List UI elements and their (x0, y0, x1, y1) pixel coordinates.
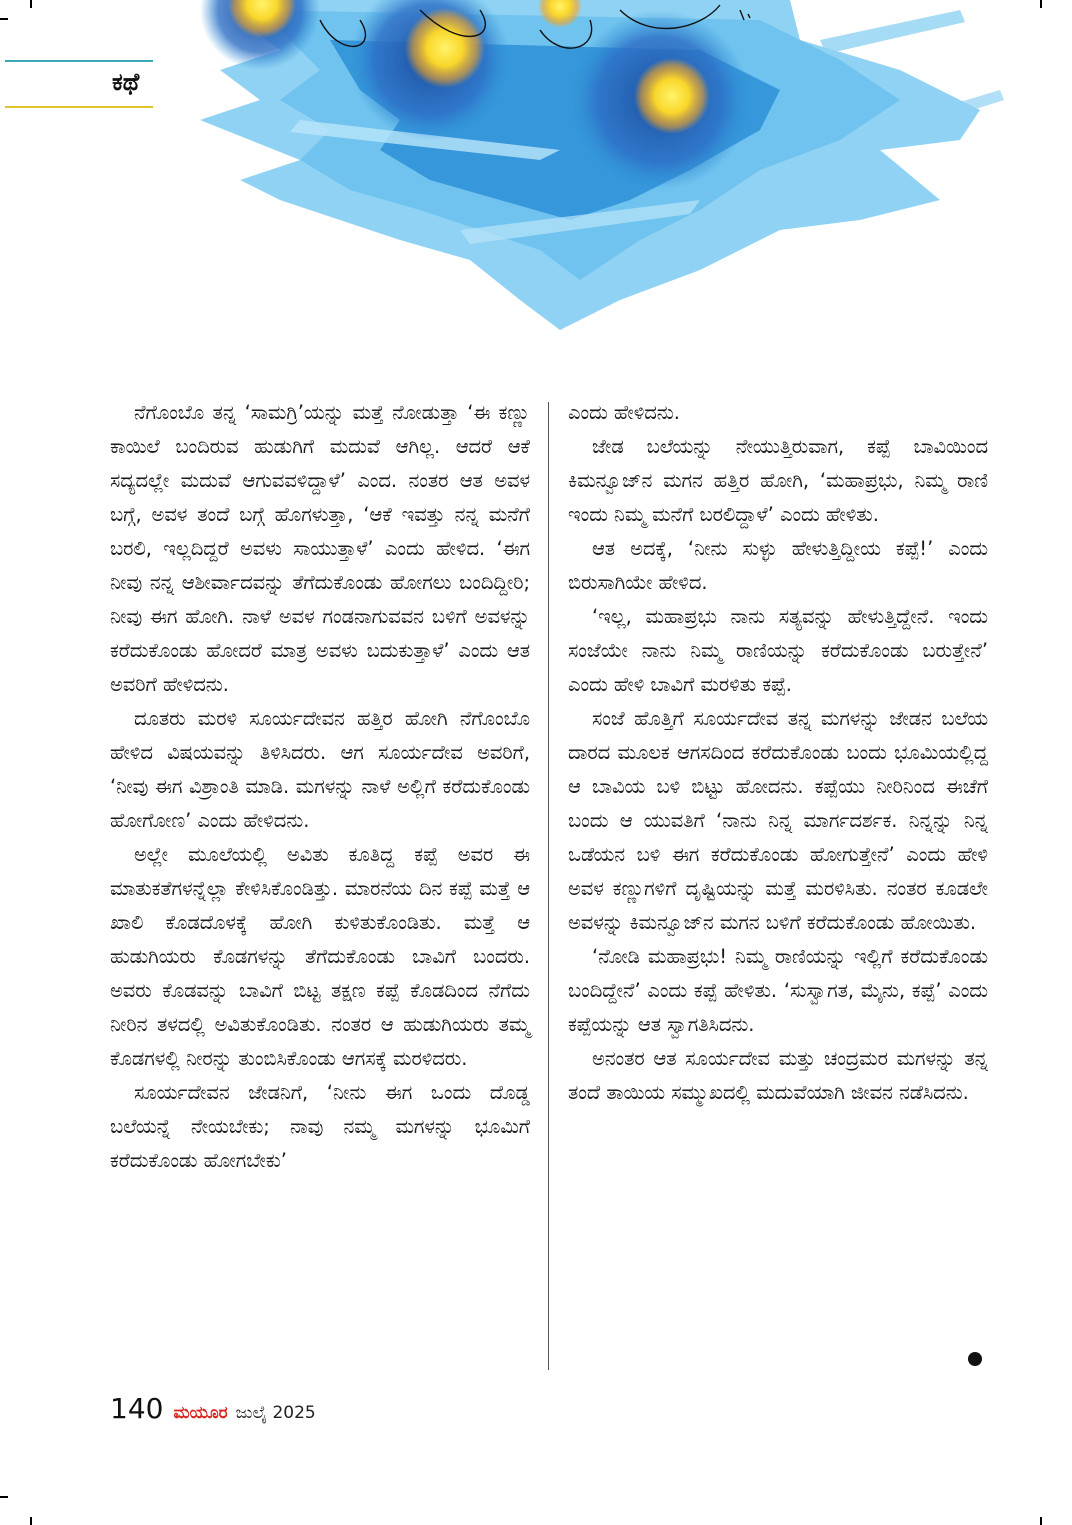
paragraph: ಅಲ್ಲೇ ಮೂಲೆಯಲ್ಲಿ ಅವಿತು ಕೂತಿದ್ದ ಕಪ್ಪೆ ಅವರ ಈ ಮಾತುಕತೆಗಳನ್ನೆಲ್ಲಾ ಕೇಳಿಸಿಕೊಂಡಿತ್ತು. ಮಾರನೆಯ ದಿನ ಕಪ್ಪೆ ಮತ್ತೆ ಆ ಖಾಲಿ ಕೊಡದೊಳಕ್ಕೆ ಹೋಗಿ ಕುಳಿತುಕೊಂಡಿತು. ಮತ್ತೆ ಆ ಹುಡುಗಿಯರು ಕೊಡಗಳನ್ನು ತೆಗೆದುಕೊಂಡು ಬಾವಿಗೆ ಬಂದರು. ಅವರು ಕೊಡವನ್ನು ಬಾವಿಗೆ ಬಿಟ್ಟ ತಕ್ಷಣ ಕಪ್ಪೆ ಕೊಡದಿಂದ ನೆಗೆದು ನೀರಿನ ತಳದಲ್ಲಿ ಅವಿತುಕೊಂಡಿತು. ನಂತರ ಆ ಹುಡುಗಿಯರು ತಮ್ಮ ಕೊಡಗಳಲ್ಲಿ ನೀರನ್ನು ತುಂಬಿಸಿಕೊಂಡು ಆಗಸಕ್ಕೆ ಮರಳಿದರು. (110, 843, 530, 1070)
paragraph: ಸೂರ್ಯದೇವನ ಜೇಡನಿಗೆ, ‘ನೀನು ಈಗ ಒಂದು ದೊಡ್ಡ ಬಲೆಯನ್ನೆ ನೇಯಬೇಕು; ನಾವು ನಮ್ಮ ಮಗಳನ್ನು ಭೂಮಿಗೆ ಕರೆದುಕೊಂಡು ಹೋಗಬೇಕು’ (110, 1081, 530, 1172)
paragraph: ಅನಂತರ ಆತ ಸೂರ್ಯದೇವ ಮತ್ತು ಚಂದ್ರಮರ ಮಗಳನ್ನು ತನ್ನ ತಂದೆ ತಾಯಿಯ ಸಮ್ಮುಖದಲ್ಲಿ ಮದುವೆಯಾಗಿ ಜೀವನ ನಡೆಸಿದನು. (568, 1047, 988, 1104)
page-footer (110, 1392, 316, 1428)
crop-mark-top-right-v (1040, 0, 1042, 8)
crop-mark-top-left (0, 18, 8, 20)
brush-stroke-art (0, 0, 1072, 345)
section-label: ಕಥೆ (112, 68, 140, 96)
end-of-story-dot (968, 1352, 982, 1366)
article-column-left (110, 396, 530, 1178)
crop-mark-top-left-v (30, 0, 32, 8)
crop-mark-bottom-left-v (30, 1517, 32, 1525)
page-number: 140 (110, 1392, 164, 1425)
paragraph: ನೆಗೊಂಬೊ ತನ್ನ ‘ಸಾಮಗ್ರಿ’ಯನ್ನು ಮತ್ತೆ ನೋಡುತ್ತಾ ‘ಈ ಕಣ್ಣು ಕಾಯಿಲೆ ಬಂದಿರುವ ಹುಡುಗಿಗೆ ಮದುವೆ ಆಗಿಲ್ಲ. ಆದರೆ ಆಕೆ ಸದ್ಯದಲ್ಲೇ ಮದುವೆ ಆಗುವವಳಿದ್ದಾಳೆ’ ಎಂದ. ನಂತರ ಆತ ಅವಳ ಬಗ್ಗೆ, ಅವಳ ತಂದೆ ಬಗ್ಗೆ ಹೊಗಳುತ್ತಾ, ‘ಆಕೆ ಇವತ್ತು ನನ್ನ ಮನೆಗೆ ಬರಲಿ, ಇಲ್ಲದಿದ್ದರೆ ಅವಳು ಸಾಯುತ್ತಾಳೆ’ ಎಂದು ಹೇಳಿದ. ‘ಈಗ ನೀವು ನನ್ನ ಆಶೀರ್ವಾದವನ್ನು ತೆಗೆದುಕೊಂಡು ಹೋಗಲು ಬಂದಿದ್ದೀರಿ; ನೀವು ಈಗ ಹೋಗಿ. ನಾಳೆ ಅವಳ ಗಂಡನಾಗುವವನ ಬಳಿಗೆ ಅವಳನ್ನು ಕರೆದುಕೊಂಡು ಹೋದರೆ ಮಾತ್ರ ಅವಳು ಬದುಕುತ್ತಾಳೆ’ ಎಂದು ಆತ ಅವರಿಗೆ ಹೇಳಿದನು. (110, 401, 530, 696)
issue-date: ಜುಲೈ 2025 (235, 1403, 316, 1423)
paragraph: ದೂತರು ಮರಳಿ ಸೂರ್ಯದೇವನ ಹತ್ತಿರ ಹೋಗಿ ನೆಗೊಂಬೊ ಹೇಳಿದ ವಿಷಯವನ್ನು ತಿಳಿಸಿದರು. ಆಗ ಸೂರ್ಯದೇವ ಅವರಿಗೆ, ‘ನೀವು ಈಗ ವಿಶ್ರಾಂತಿ ಮಾಡಿ. ಮಗಳನ್ನು ನಾಳೆ ಅಲ್ಲಿಗೆ ಕರೆದುಕೊಂಡು ಹೋಗೋಣ’ ಎಂದು ಹೇಳಿದನು. (110, 707, 530, 832)
crop-mark-bottom-right-v (1040, 1517, 1042, 1525)
article-column-right (568, 396, 988, 1110)
header-illustration (0, 0, 1072, 345)
crop-mark-bottom-left (0, 1496, 8, 1498)
section-rule-top (5, 60, 153, 62)
section-tag (0, 56, 160, 108)
paragraph: ಜೇಡ ಬಲೆಯನ್ನು ನೇಯುತ್ತಿರುವಾಗ, ಕಪ್ಪೆ ಬಾವಿಯಿಂದ ಕಿಮನ್ವೂಜ್‌ನ ಮಗನ ಹತ್ತಿರ ಹೋಗಿ, ‘ಮಹಾಪ್ರಭು, ನಿಮ್ಮ ರಾಣಿ ಇಂದು ನಿಮ್ಮ ಮನೆಗೆ ಬರಲಿದ್ದಾಳೆ’ ಎಂದು ಹೇಳಿತು. (568, 435, 988, 526)
paragraph-continued: ಎಂದು ಹೇಳಿದನು. (568, 401, 680, 424)
paragraph: ‘ನೋಡಿ ಮಹಾಪ್ರಭು! ನಿಮ್ಮ ರಾಣಿಯನ್ನು ಇಲ್ಲಿಗೆ ಕರೆದುಕೊಂಡು ಬಂದಿದ್ದೇನೆ’ ಎಂದು ಕಪ್ಪೆ ಹೇಳಿತು. ‘ಸುಸ್ವಾಗತ, ಮೈನು, ಕಪ್ಪೆ’ ಎಂದು ಕಪ್ಪೆಯನ್ನು ಆತ ಸ್ವಾಗತಿಸಿದನು. (568, 945, 988, 1036)
magazine-logo: ಮಯೂರ (173, 1403, 228, 1423)
column-divider (548, 402, 549, 1370)
paragraph: ಸಂಜೆ ಹೊತ್ತಿಗೆ ಸೂರ್ಯದೇವ ತನ್ನ ಮಗಳನ್ನು ಜೇಡನ ಬಲೆಯ ದಾರದ ಮೂಲಕ ಆಗಸದಿಂದ ಕರೆದುಕೊಂಡು ಬಂದು ಭೂಮಿಯಲ್ಲಿದ್ದ ಆ ಬಾವಿಯ ಬಳಿ ಬಿಟ್ಟು ಹೋದನು. ಕಪ್ಪೆಯು ನೀರಿನಿಂದ ಈಚೆಗೆ ಬಂದು ಆ ಯುವತಿಗೆ ‘ನಾನು ನಿನ್ನ ಮಾರ್ಗದರ್ಶಕ. ನಿನ್ನನ್ನು ನಿನ್ನ ಒಡೆಯನ ಬಳಿ ಈಗ ಕರೆದುಕೊಂಡು ಹೋಗುತ್ತೇನೆ’ ಎಂದು ಹೇಳಿ ಅವಳ ಕಣ್ಣುಗಳಿಗೆ ದೃಷ್ಟಿಯನ್ನು ಮತ್ತೆ ಮರಳಿಸಿತು. ನಂತರ ಕೂಡಲೇ ಅವಳನ್ನು ಕಿಮನ್ವೂಜ್‌ನ ಮಗನ ಬಳಿಗೆ ಕರೆದುಕೊಂಡು ಹೋಯಿತು. (568, 707, 988, 934)
paragraph: ‘ಇಲ್ಲ, ಮಹಾಪ್ರಭು ನಾನು ಸತ್ಯವನ್ನು ಹೇಳುತ್ತಿದ್ದೇನೆ. ಇಂದು ಸಂಜೆಯೇ ನಾನು ನಿಮ್ಮ ರಾಣಿಯನ್ನು ಕರೆದುಕೊಂಡು ಬರುತ್ತೇನೆ’ ಎಂದು ಹೇಳಿ ಬಾವಿಗೆ ಮರಳಿತು ಕಪ್ಪೆ. (568, 605, 988, 696)
paragraph: ಆತ ಅದಕ್ಕೆ, ‘ನೀನು ಸುಳ್ಳು ಹೇಳುತ್ತಿದ್ದೀಯ ಕಪ್ಪೆ!’ ಎಂದು ಬಿರುಸಾಗಿಯೇ ಹೇಳಿದ. (568, 537, 988, 594)
section-rule-bottom (5, 106, 153, 108)
article-body (110, 396, 988, 1381)
